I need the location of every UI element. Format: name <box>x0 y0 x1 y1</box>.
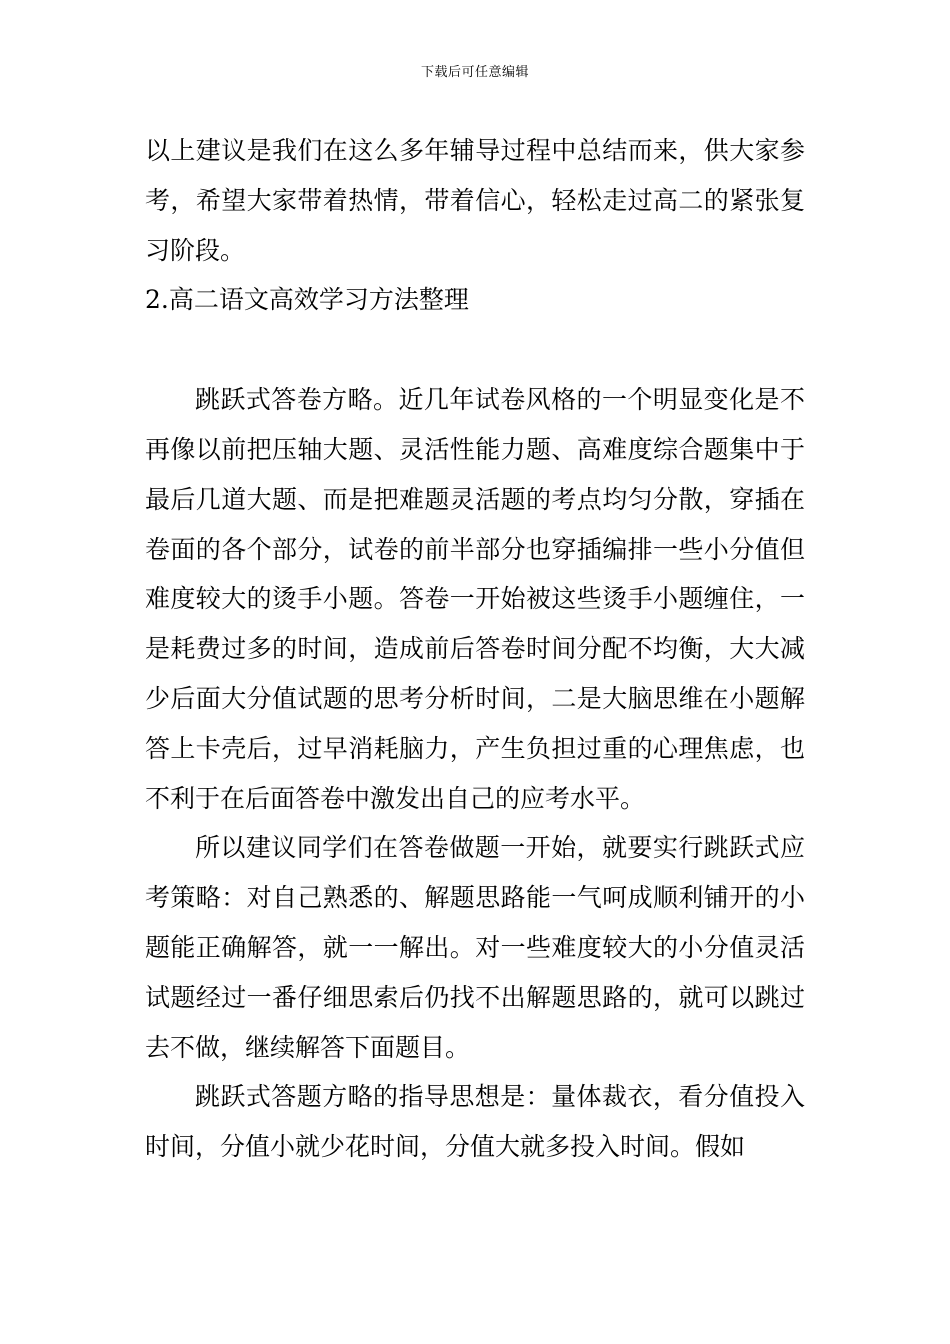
paragraph-guiding-idea: 跳跃式答题方略的指导思想是：量体裁衣，看分值投入时间，分值小就少花时间，分值大就多投入时间。假如 <box>145 1082 805 1162</box>
section-heading: 2.高二语文高效学习方法整理 <box>145 285 469 315</box>
document-body <box>145 126 805 1172</box>
paragraph-suggestion: 所以建议同学们在答卷做题一开始，就要实行跳跃式应考策略：对自己熟悉的、解题思路能一气呵成顺利铺开的小题能正确解答，就一一解出。对一些难度较大的小分值灵活试题经过一番仔细思索后仍找不出解题思路的，就可以跳过去不做，继续解答下面题目。 <box>145 833 805 1062</box>
blank-line <box>145 325 805 375</box>
paragraph-jump-strategy: 跳跃式答卷方略。近几年试卷风格的一个明显变化是不再像以前把压轴大题、灵活性能力题、高难度综合题集中于最后几道大题、而是把难题灵活题的考点均匀分散，穿插在卷面的各个部分，试卷的前半部分也穿插编排一些小分值但难度较大的烫手小题。答卷一开始被这些烫手小题缠住，一是耗费过多的时间，造成前后答卷时间分配不均衡，大大减少后面大分值试题的思考分析时间，二是大脑思维在小题解答上卡壳后，过早消耗脑力，产生负担过重的心理焦虑，也不利于在后面答卷中激发出自己的应考水平。 <box>145 385 805 813</box>
paragraph-conclusion: 以上建议是我们在这么多年辅导过程中总结而来，供大家参考，希望大家带着热情，带着信心，轻松走过高二的紧张复习阶段。 <box>145 136 805 265</box>
page-header: 下载后可任意编辑 <box>420 65 529 80</box>
